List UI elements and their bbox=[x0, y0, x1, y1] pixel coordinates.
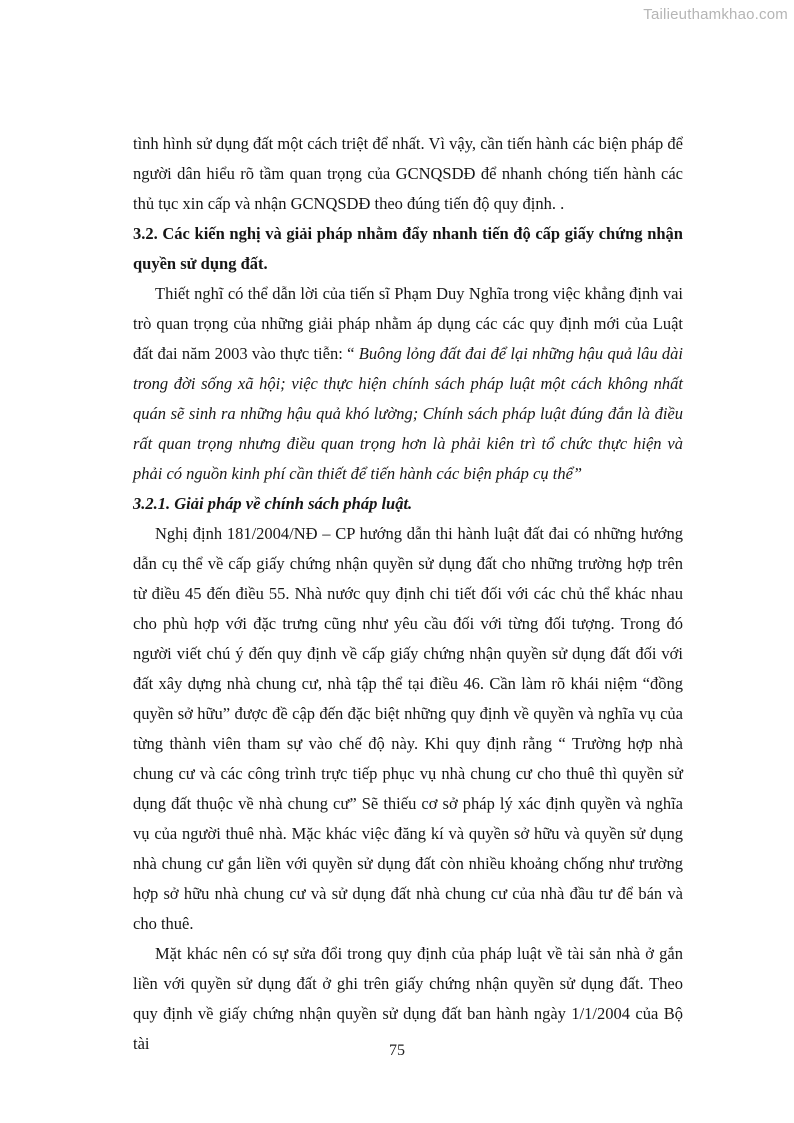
text-segment: tình hình sử dụng đất một cách triệt để nhất. Vì vậy, cần tiến hành các biện pháp để người dân hiểu rõ tầm quan trọng của GCNQSDĐ để nhanh chóng tiến hành các thủ tục xin cấp và nhận GCNQSDĐ theo đúng tiến độ quy định. . bbox=[133, 134, 683, 213]
text-segment: Mặt khác nên có sự sửa đổi trong quy định của pháp luật về tài sản nhà ở gắn liền với quyền sử dụng đất ở ghi trên giấy chứng nhận quyền sử dụng đất. Theo quy định về giấy chứng nhận quyền sử dụng đất ban hành ngày 1/1/2004 của Bộ tài bbox=[133, 944, 683, 1053]
para-nghi-dinh-181 bbox=[133, 519, 683, 939]
heading-3-2-1 bbox=[133, 489, 683, 519]
para-mat-khac bbox=[133, 939, 683, 1059]
text-segment: 3.2.1. Giải pháp về chính sách pháp luật. bbox=[133, 494, 413, 513]
text-segment: 3.2. Các kiến nghị và giải pháp nhằm đẩy nhanh tiến độ cấp giấy chứng nhận quyền sử dụng đất. bbox=[133, 224, 683, 273]
text-segment: Thiết nghĩ có thể dẫn lời của tiến sĩ Phạm Duy Nghĩa trong việc khẳng định vai trò quan trọng của những giải pháp nhằm áp dụng các các quy định mới của Luật đất đai năm 2003 vào thực tiễn: “ bbox=[133, 284, 683, 363]
text-segment: Buông lỏng đất đai để lại những hậu quả lâu dài trong đời sống xã hội; việc thực hiện chính sách pháp luật một cách không nhất quán sẽ sinh ra những hậu quả khó lường; Chính sách pháp luật đúng đắn là điều rất quan trọng nhưng điều quan trọng hơn là phải kiên trì tổ chức thực hiện và phải có nguồn kinh phí cần thiết để tiến hành các biện pháp cụ thể” bbox=[133, 344, 684, 483]
page-number: 75 bbox=[389, 1042, 405, 1059]
watermark: Tailieuthamkhao.com bbox=[643, 6, 788, 23]
text-segment: Nghị định 181/2004/NĐ – CP hướng dẫn thi hành luật đất đai có những hướng dẫn cụ thể về cấp giấy chứng nhận quyền sử dụng đất cho những trường hợp trên từ điều 45 đến điều 55. Nhà nước quy định chi tiết đối với các chủ thể khác nhau cho phù hợp với đặc trưng cũng như yêu cầu đối với từng đối tượng. Trong đó người viết chú ý đến quy định về cấp giấy chứng nhận quyền sử dụng đất đối với đất xây dựng nhà chung cư, nhà tập thể tại điều 46. Cần làm rõ khái niệm “đồng quyền sở hữu” được đề cập đến đặc biệt những quy định về quyền và nghĩa vụ của từng thành viên tham sự vào chế độ này. Khi quy định rằng “ Trường hợp nhà chung cư và các công trình trực tiếp phục vụ nhà chung cư cho thuê thì quyền sử dụng đất thuộc về nhà chung cư” Sẽ thiếu cơ sở pháp lý xác định quyền và nghĩa vụ của người thuê nhà. Mặc khác việc đăng kí và quyền sở hữu và quyền sử dụng nhà chung cư gắn liền với quyền sử dụng đất còn nhiều khoảng chống như trường hợp sở hữu nhà chung cư và sử dụng đất nhà chung cư của nhà đầu tư để bán và cho thuê. bbox=[133, 524, 683, 933]
text-block bbox=[133, 129, 683, 1059]
para-continuation bbox=[133, 129, 683, 219]
para-quote-pham-duy-nghia bbox=[133, 279, 683, 489]
heading-3-2 bbox=[133, 219, 683, 279]
